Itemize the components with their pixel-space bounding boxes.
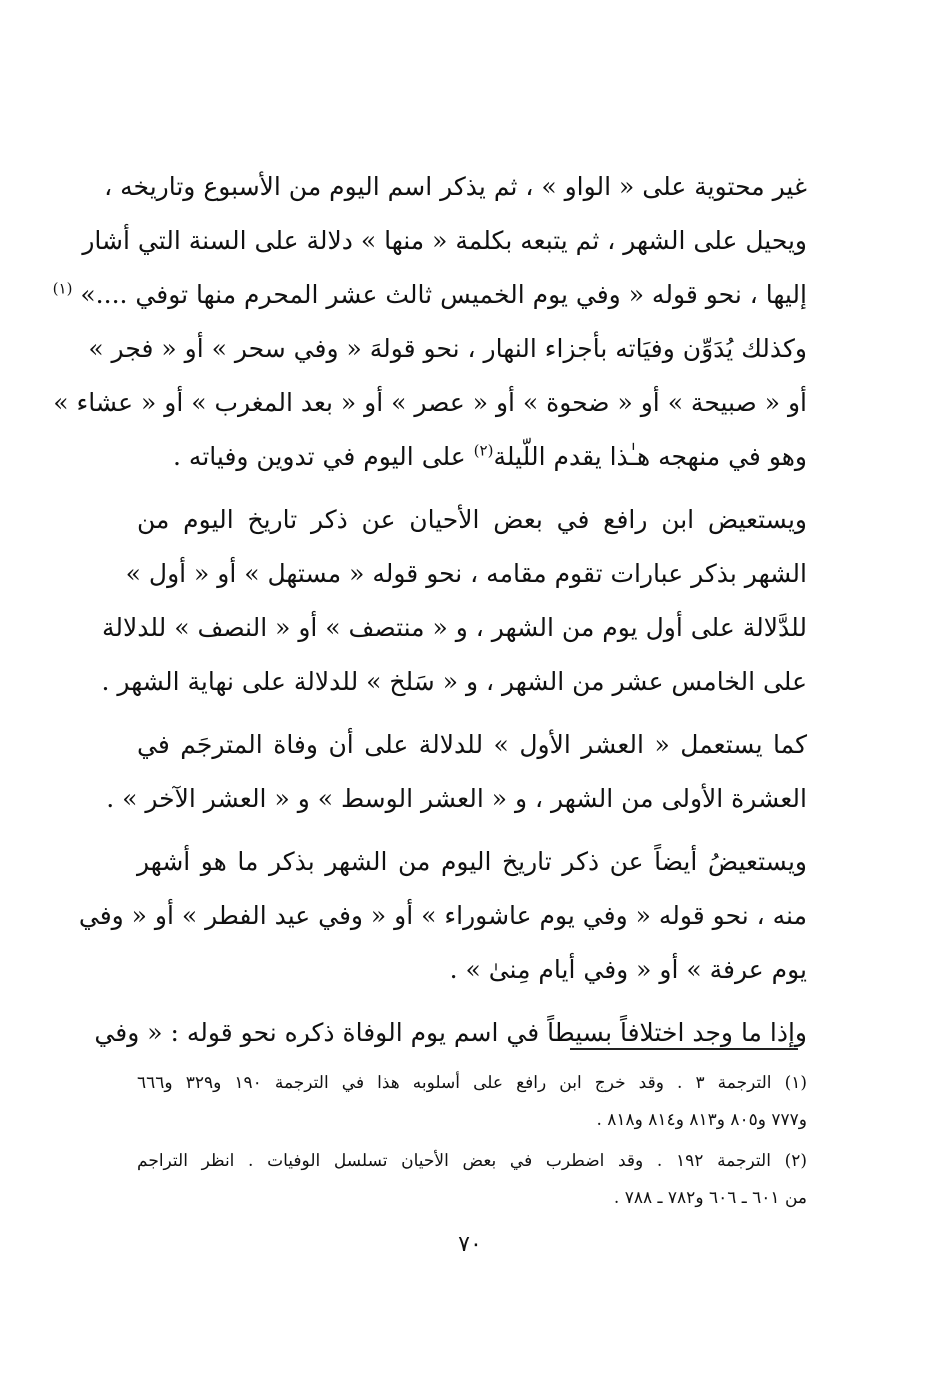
paragraph-3 (106, 718, 807, 826)
text-line: ويستعيضُ أيضاً عن ذكر تاريخ اليوم من الشهر بذكر ما هو أشهر (137, 847, 807, 876)
text-line (137, 430, 807, 484)
footnote-line: (١) الترجمة ٣ . وقد خرج ابن رافع على أسلوبه هذا في الترجمة ١٩٠ و٣٢٩ و٦٦٦ (137, 1073, 807, 1093)
paragraph-2 (101, 493, 807, 709)
text-line: وكذلك يُدَوِّن وفيَاته بأجزاء النهار ، نحو قولهَ « وفي سحر » أو « فجر » (88, 334, 807, 363)
main-text (52, 160, 807, 1069)
text-line: أو « صبيحة » أو « ضحوة » أو « عصر » أو « بعد المغرب » أو « عشاء » (53, 388, 807, 417)
text-line: ويستعيض ابن رافع في بعض الأحيان عن ذكر تاريخ اليوم من (137, 505, 807, 534)
text-line: العشرة الأولى من الشهر ، و « العشر الوسط » و « العشر الآخر » . (106, 784, 807, 813)
text-line-content: إليها ، نحو قوله « وفي يوم الخميس ثالث عشر المحرم منها توفي ....» (80, 280, 807, 309)
paragraph-5 (94, 1006, 807, 1060)
footnote-2 (137, 1143, 807, 1217)
footnote-marker-1[interactable]: (١) (52, 279, 73, 298)
text-line: على الخامس عشر من الشهر ، و « سَلخ » للدلالة على نهاية الشهر . (101, 667, 807, 696)
text-line: للدَّلالة على أول يوم من الشهر ، و « منتصف » أو « النصف » للدلالة (101, 613, 807, 642)
footnote-line: من ٦٠١ ـ ٦٠٦ و٧٨٢ ـ ٧٨٨ . (613, 1188, 807, 1208)
footnote-separator (570, 1048, 798, 1050)
text-line: غير محتوية على « الواو » ، ثم يذكر اسم اليوم من الأسبوع وتاريخه ، (104, 172, 807, 201)
text-line: ويحيل على الشهر ، ثم يتبعه بكلمة « منها » دلالة على السنة التي أشار (82, 226, 807, 255)
footnote-line: (٢) الترجمة ١٩٢ . وقد اضطرب في بعض الأحيان تسلسل الوفيات . انظر التراجم (137, 1151, 807, 1171)
text-line: وإذا ما وجد اختلافاً بسيطاً في اسم يوم الوفاة ذكره نحو قوله : « وفي (94, 1018, 807, 1047)
text-line: الشهر بذكر عبارات تقوم مقامه ، نحو قوله « مستهل » أو « أول » (125, 559, 807, 588)
text-line: منه ، نحو قوله « وفي يوم عاشوراء » أو « وفي عيد الفطر » أو « وفي (78, 901, 807, 930)
footnote-line: و٧٧٧ و٨٠٥ و٨١٣ و٨١٤ و٨١٨ . (596, 1110, 807, 1130)
page-number: ٧٠ (458, 1232, 482, 1257)
footnotes (137, 1065, 807, 1221)
text-line: يوم عرفة » أو « وفي أيام مِنىٰ » . (449, 955, 807, 984)
paragraph-4 (78, 835, 807, 997)
footnote-marker-2[interactable]: (٢) (473, 441, 494, 460)
text-line-content: وهو في منهجه هـٰذا يقدم اللّيلة (493, 442, 807, 471)
text-line: كما يستعمل « العشر الأول » للدلالة على أن وفاة المترجَم في (137, 730, 807, 759)
paragraph-1 (52, 160, 807, 484)
footnote-1 (137, 1065, 807, 1139)
text-line (52, 268, 807, 322)
text-line-content: على اليوم في تدوين وفياته . (173, 442, 474, 471)
